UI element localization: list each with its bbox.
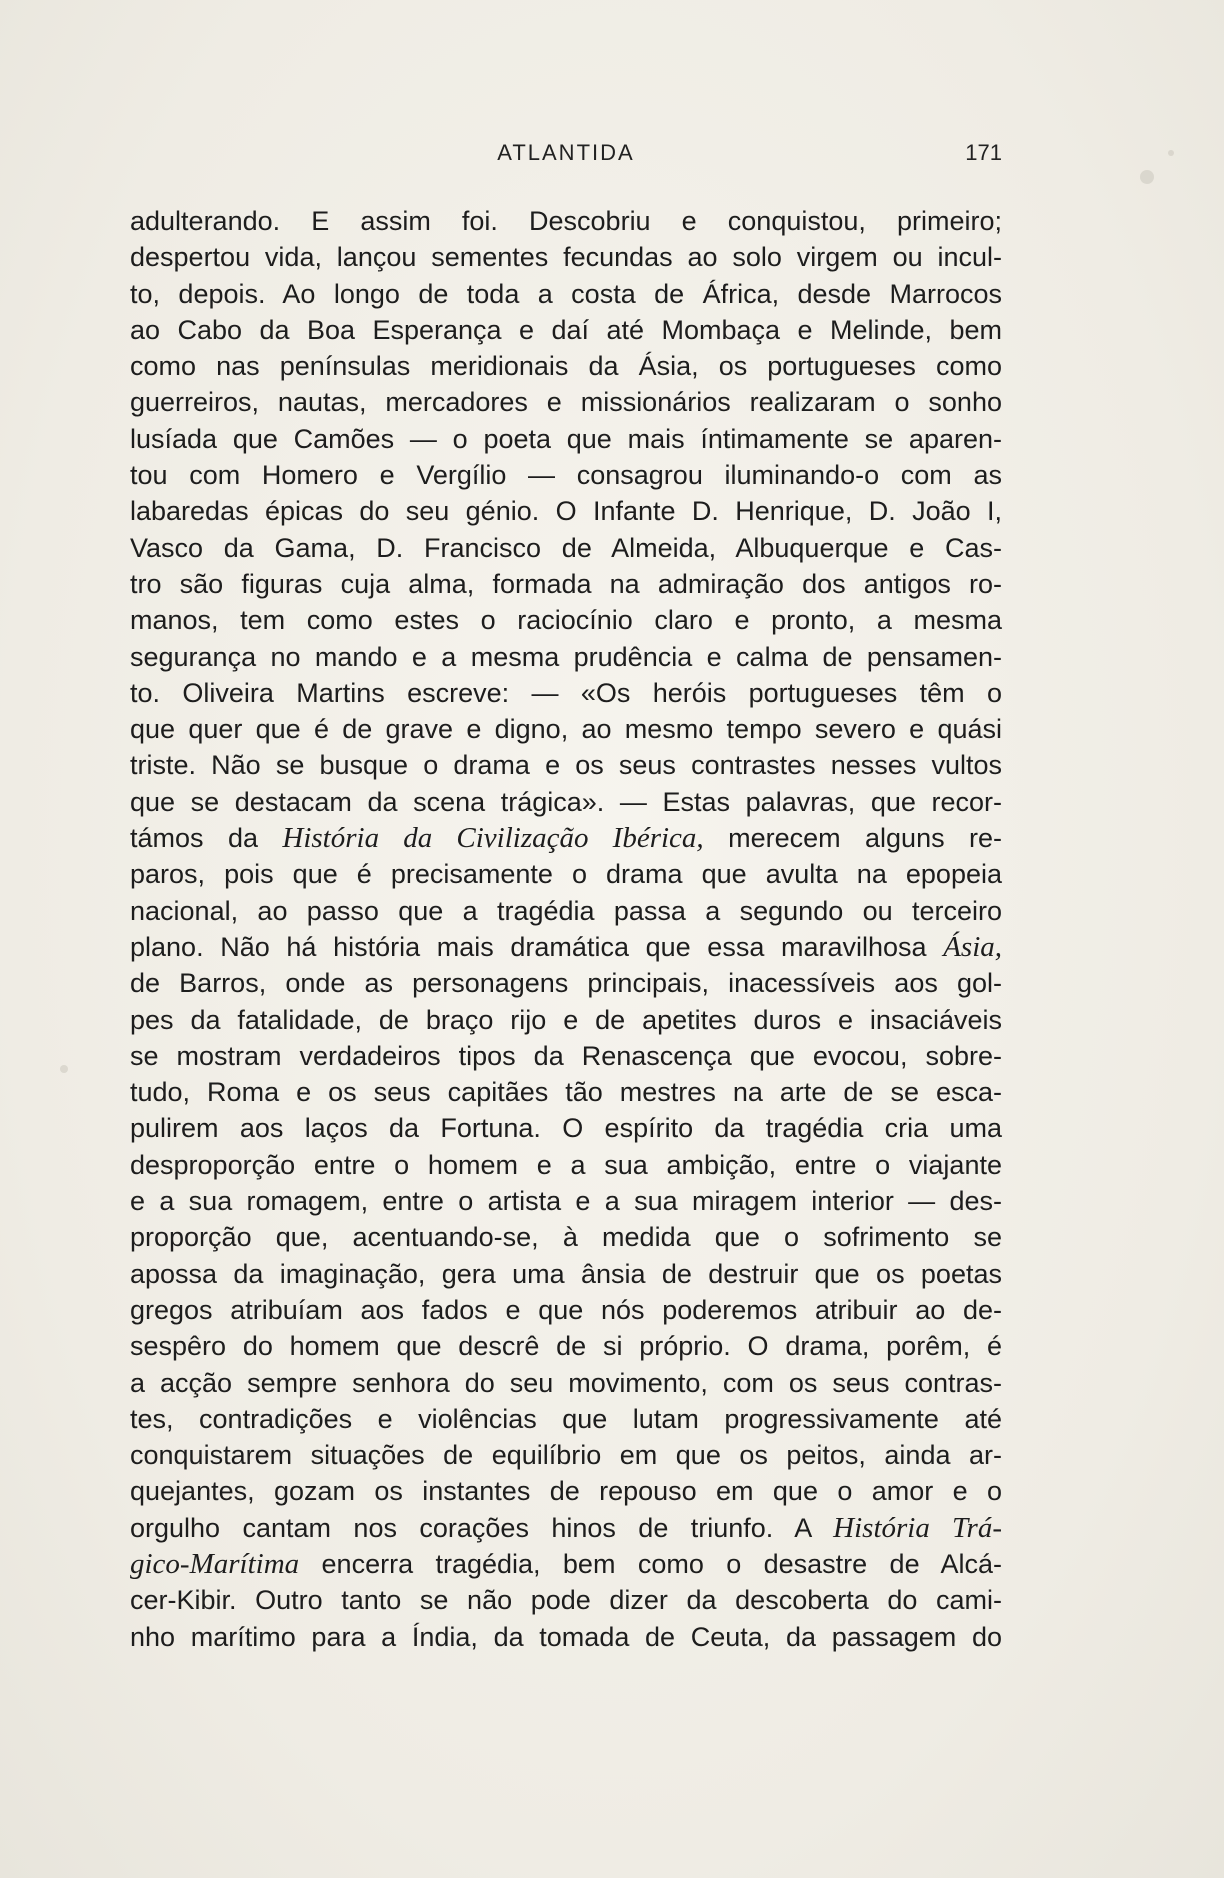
text-line: gregos atribuíam aos fados e que nós poderemos atribuir ao de- [130, 1294, 1002, 1325]
text-segment: orgulho cantam nos corações hinos de triunfo. A [130, 1512, 834, 1543]
text-line: tro são figuras cuja alma, formada na admiração dos antigos ro- [130, 568, 1002, 599]
text-line: a acção sempre senhora do seu movimento, com os seus contras- [130, 1367, 1002, 1398]
text-line: segurança no mando e a mesma prudência e calma de pensamen- [130, 641, 1002, 672]
text-line: triste. Não se busque o drama e os seus contrastes nesses vultos [130, 750, 1002, 781]
text-line: e a sua romagem, entre o artista e a sua miragem interior — des- [130, 1186, 1002, 1217]
text-line: paros, pois que é precisamente o drama que avulta na epopeia [130, 859, 1002, 890]
text-line: que quer que é de grave e digno, ao mesmo tempo severo e quási [130, 714, 1002, 745]
text-line [130, 1510, 1002, 1546]
text-line: proporção que, acentuando-se, à medida que o sofrimento se [130, 1222, 1002, 1253]
text-line: tes, contradições e violências que lutam progressivamente até [130, 1403, 1002, 1434]
italic-title: História da Civilização Ibérica, [282, 822, 704, 855]
italic-title: gico-Marítima [130, 1547, 300, 1580]
text-line: to. Oliveira Martins escreve: — «Os heróis portugueses têm o [130, 677, 1002, 708]
text-line: pes da fatalidade, de braço rijo e de apetites duros e insaciáveis [130, 1004, 1002, 1035]
italic-title: Ásia, [943, 930, 1002, 963]
text-segment: encerra tragédia, bem como o desastre de Alcá- [299, 1548, 1002, 1579]
text-line: ao Cabo da Boa Esperança e daí até Mombaça e Melinde, bem [130, 314, 1002, 345]
text-line: manos, tem como estes o raciocínio claro e pronto, a mesma [130, 605, 1002, 636]
text-line [130, 820, 1002, 856]
text-line: apossa da imaginação, gera uma ânsia de destruir que os poetas [130, 1258, 1002, 1289]
text-line: guerreiros, nautas, mercadores e missionários realizaram o sonho [130, 387, 1002, 418]
page-number: 171 [965, 140, 1002, 165]
text-line: nacional, ao passo que a tragédia passa a segundo ou terceiro [130, 895, 1002, 926]
text-line: despertou vida, lançou sementes fecundas ao solo virgem ou incul- [130, 242, 1002, 273]
text-line: como nas penínsulas meridionais da Ásia, os portugueses como [130, 351, 1002, 382]
text-line: nho marítimo para a Índia, da tomada de Ceuta, da passagem do [130, 1621, 1002, 1652]
text-line: que se destacam da scena trágica». — Estas palavras, que recor- [130, 786, 1002, 817]
text-line: Vasco da Gama, D. Francisco de Almeida, Albuquerque e Cas- [130, 532, 1002, 563]
text-line: conquistarem situações de equilíbrio em que os peitos, ainda ar- [130, 1440, 1002, 1471]
text-line [130, 1546, 1002, 1582]
text-line: adulterando. E assim foi. Descobriu e conquistou, primeiro; [130, 206, 1002, 236]
text-line: labaredas épicas do seu génio. O Infante D. Henrique, D. João I, [130, 496, 1002, 527]
italic-title: História Trá- [833, 1511, 1002, 1544]
text-line: pulirem aos laços da Fortuna. O espírito da tragédia cria uma [130, 1113, 1002, 1144]
text-line: tou com Homero e Vergílio — consagrou iluminando-o com as [130, 460, 1002, 491]
text-line [130, 929, 1002, 965]
text-line: tudo, Roma e os seus capitães tão mestres na arte de se esca- [130, 1077, 1002, 1108]
body-text [130, 203, 1002, 1655]
text-line: sespêro do homem que descrê de si próprio. O drama, porêm, é [130, 1331, 1002, 1362]
text-segment: merecem alguns re- [703, 823, 1003, 854]
text-line: desproporção entre o homem e a sua ambição, entre o viajante [130, 1149, 1002, 1180]
text-line: to, depois. Ao longo de toda a costa de África, desde Marrocos [130, 278, 1002, 309]
paper-speck [60, 1065, 68, 1073]
running-title: ATLANTIDA [497, 140, 635, 165]
paper-speck [1168, 150, 1174, 156]
running-header [130, 140, 1002, 172]
text-segment: plano. Não há história mais dramática que essa maravilhosa [130, 931, 944, 962]
text-line: de Barros, onde as personagens principais, inacessíveis aos gol- [130, 968, 1002, 999]
paper-speck [1140, 170, 1154, 184]
text-line: se mostram verdadeiros tipos da Renascença que evocou, sobre- [130, 1040, 1002, 1071]
text-segment: támos da [130, 823, 283, 854]
text-line: quejantes, gozam os instantes de repouso em que o amor e o [130, 1476, 1002, 1507]
text-line: lusíada que Camões — o poeta que mais íntimamente se aparen- [130, 423, 1002, 454]
text-line: cer-Kibir. Outro tanto se não pode dizer da descoberta do cami- [130, 1585, 1002, 1616]
